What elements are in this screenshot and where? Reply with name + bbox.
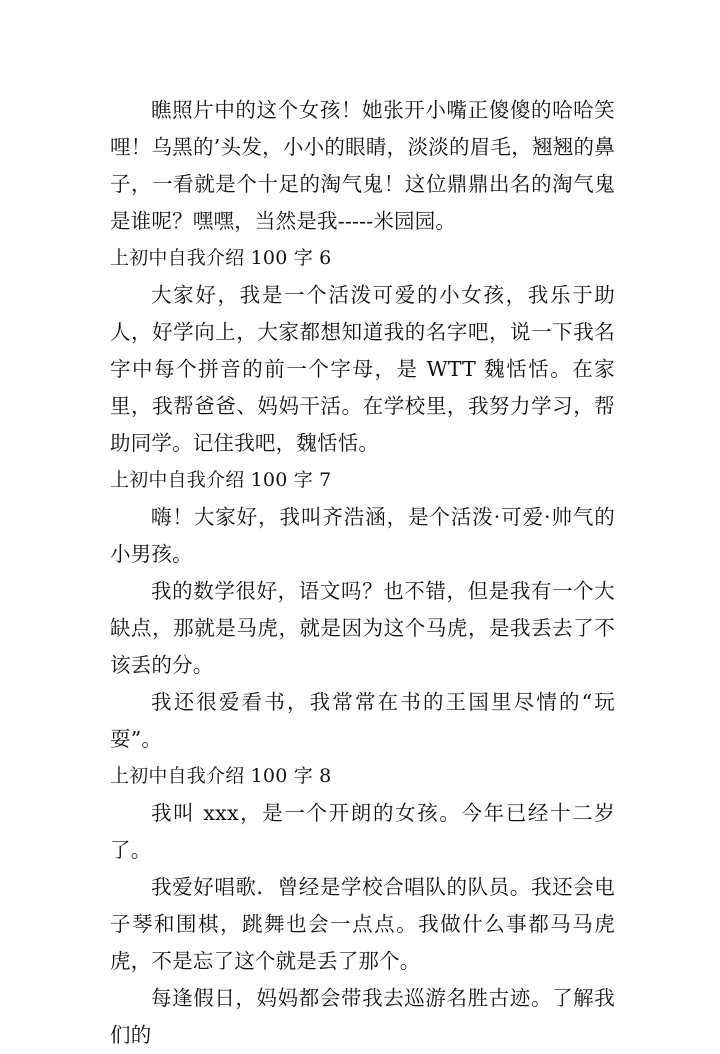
paragraph-name-age: 我叫 xxx，是一个开朗的女孩。今年已经十二岁了。	[110, 801, 615, 862]
paragraph-math-chinese: 我的数学很好，语文吗？也不错，但是我有一个大缺点，那就是马虎，就是因为这个马虎，是我丢去了不该丢的分。	[110, 579, 615, 677]
section-heading-7: 上初中自我介绍 100 字 7	[110, 469, 332, 491]
paragraph-holidays: 每逢假日，妈妈都会带我去巡游名胜古迹。了解我们的	[110, 986, 615, 1047]
section-heading-8: 上初中自我介绍 100 字 8	[110, 765, 332, 787]
paragraph-hobbies: 我爱好唱歌．曾经是学校合唱队的队员。我还会电子琴和围棋，跳舞也会一点点。我做什么事都马马虎虎，不是忘了这个就是丢了那个。	[110, 875, 615, 973]
section-heading-6: 上初中自我介绍 100 字 6	[110, 247, 332, 269]
paragraph-wei-tiantian: 大家好，我是一个活泼可爱的小女孩，我乐于助人，好学向上，大家都想知道我的名字吧，说一下我名字中每个拼音的前一个字母，是 WTT 魏恬恬。在家里，我帮爸爸、妈妈干活。在学校里，我努力学习，帮助同学。记住我吧，魏恬恬。	[110, 283, 615, 455]
paragraph-reading: 我还很爱看书，我常常在书的王国里尽情的“玩耍”。	[110, 690, 615, 751]
paragraph-intro-photo: 瞧照片中的这个女孩！她张开小嘴正傻傻的哈哈笑哩！乌黑的’头发，小小的眼睛，淡淡的眉毛，翘翘的鼻子，一看就是个十足的淘气鬼！这位鼎鼎出名的淘气鬼是谁呢？嘿嘿，当然是我-----米园园。	[110, 98, 615, 233]
paragraph-qi-haohan-greeting: 嗨！大家好，我叫齐浩涵，是个活泼·可爱·帅气的小男孩。	[110, 505, 615, 566]
document-page	[110, 92, 615, 1054]
